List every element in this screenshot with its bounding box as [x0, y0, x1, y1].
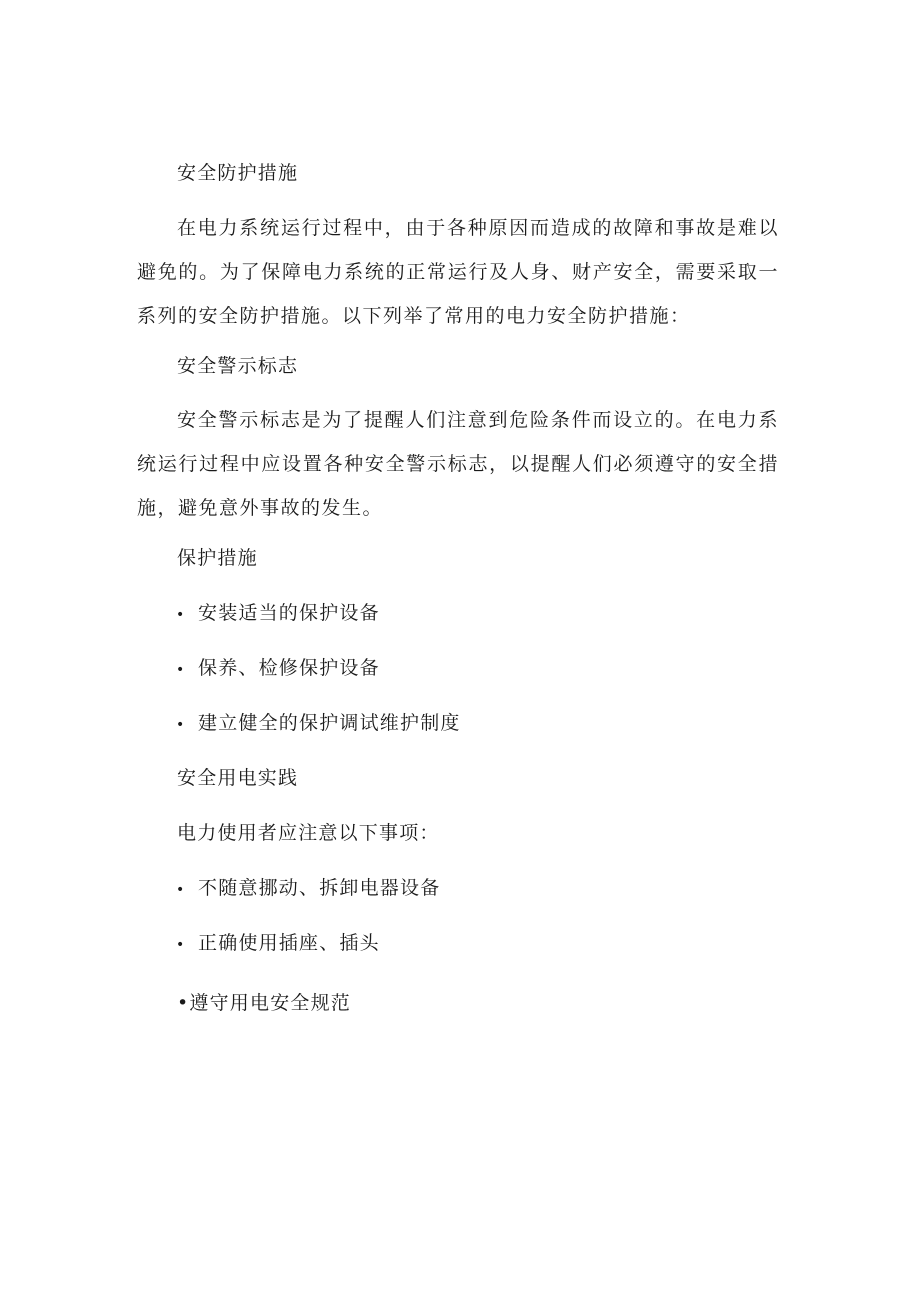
- bullet-marker: •: [176, 882, 186, 898]
- bullet-marker: •: [176, 717, 186, 733]
- list-item: [176, 931, 380, 957]
- paragraph-intro: 在电力系统运行过程中，由于各种原因而造成的故障和事故是难以避免的。为了保障电力系统的正常运行及人身、财产安全，需要采取一系列的安全防护措施。以下列举了常用的电力安全防护措施：: [137, 217, 779, 327]
- list-item-text: 不随意挪动、拆卸电器设备: [198, 877, 441, 899]
- heading-safe-practice: 安全用电实践: [177, 767, 299, 789]
- list-item-text: 正确使用插座、插头: [198, 932, 380, 954]
- last-list-item: •遵守用电安全规范: [177, 992, 352, 1014]
- list-item: [176, 656, 380, 682]
- practice-intro: 电力使用者应注意以下事项：: [177, 822, 440, 844]
- list-item-text: 安装适当的保护设备: [198, 602, 380, 624]
- heading-safety-measures: 安全防护措施: [177, 162, 299, 184]
- list-item: [176, 876, 440, 902]
- bullet-marker: •: [176, 662, 186, 678]
- list-item-text: 保养、检修保护设备: [198, 657, 380, 679]
- heading-protection: 保护措施: [177, 547, 258, 569]
- list-item: [176, 601, 380, 627]
- paragraph-warning-signs: 安全警示标志是为了提醒人们注意到危险条件而设立的。在电力系统运行过程中应设置各种安全警示标志，以提醒人们必须遵守的安全措施，避免意外事故的发生。: [137, 409, 779, 519]
- heading-warning-signs: 安全警示标志: [177, 355, 299, 377]
- bullet-marker: •: [176, 607, 186, 623]
- list-item-text: 建立健全的保护调试维护制度: [198, 712, 461, 734]
- bullet-marker: •: [176, 937, 186, 953]
- list-item: [176, 711, 461, 737]
